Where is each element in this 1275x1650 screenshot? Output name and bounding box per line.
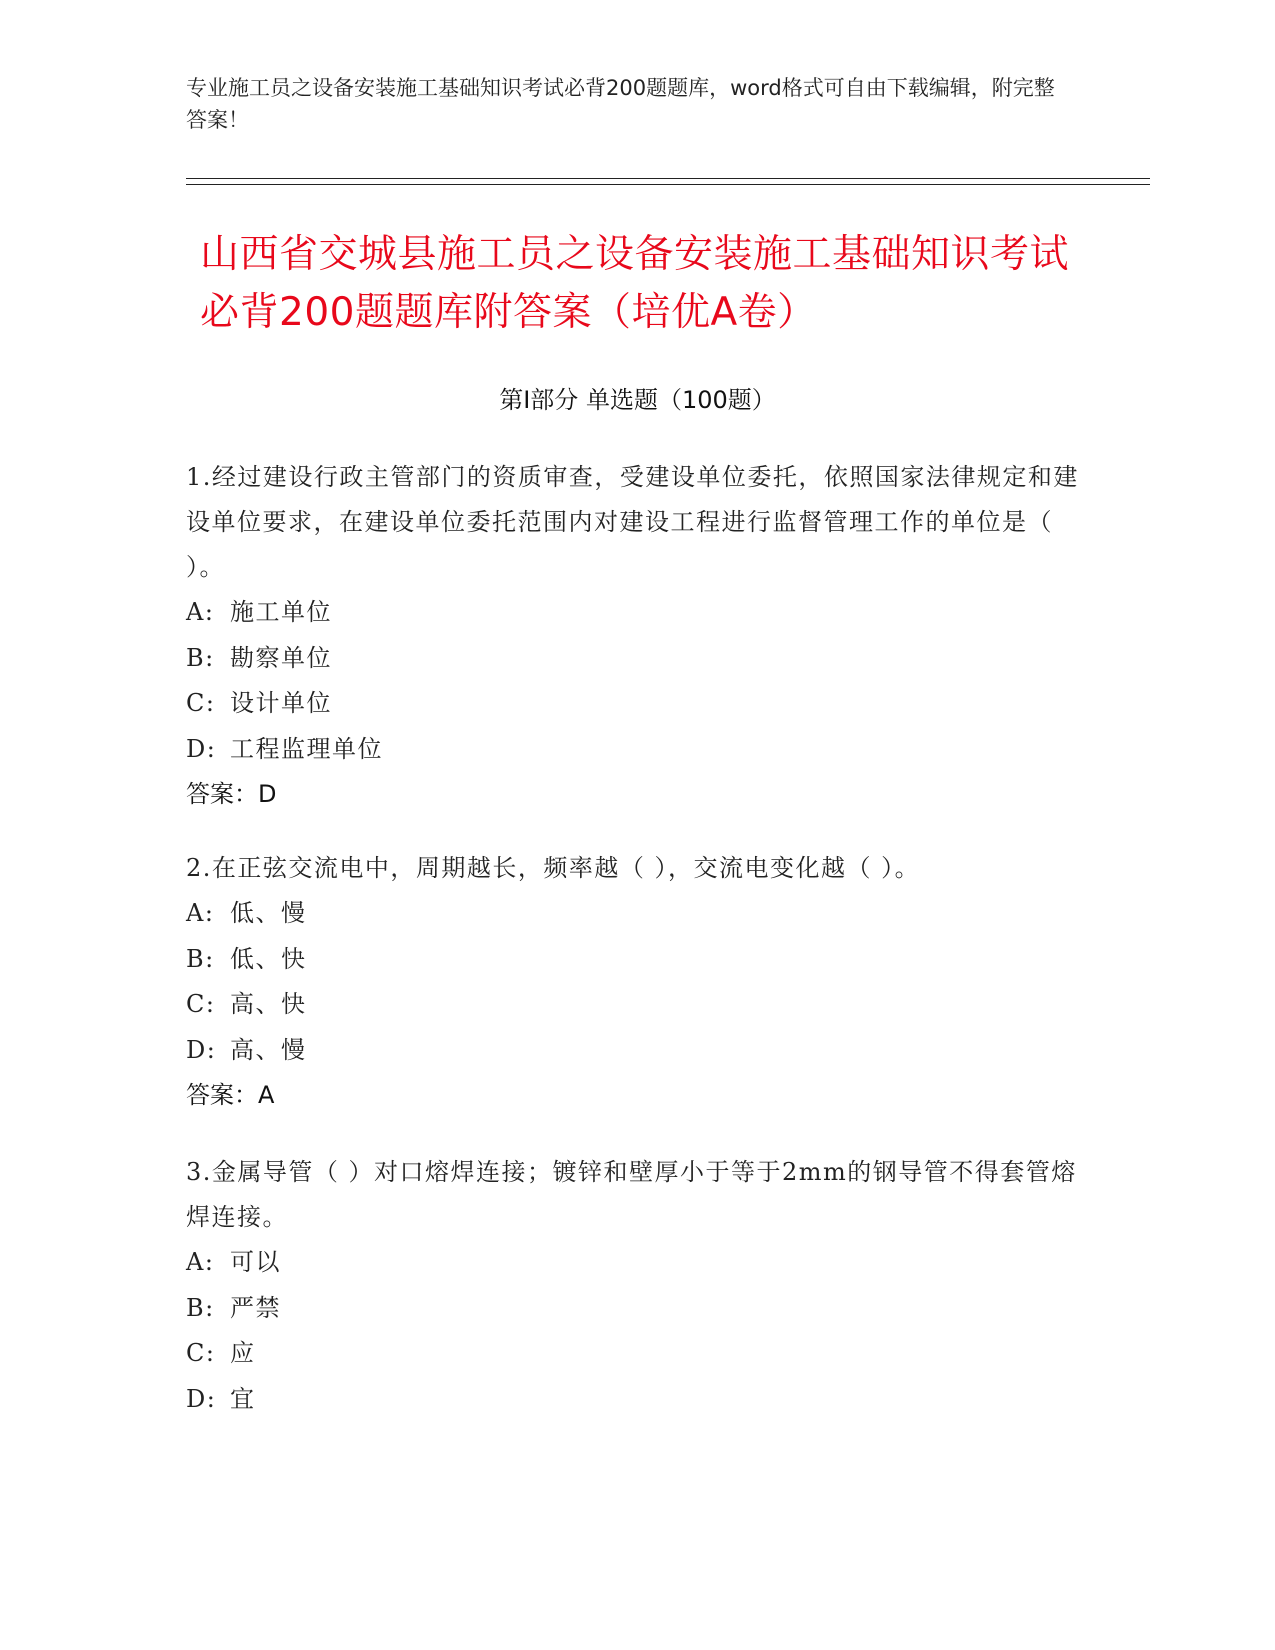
question-stem: 3.金属导管（ ）对口熔焊连接；镀锌和壁厚小于等于2mm的钢导管不得套管熔焊连接。 <box>186 1158 1077 1231</box>
option-letter: B: <box>186 643 215 672</box>
option-text: 工程监理单位 <box>230 734 383 763</box>
question-stem: 2.在正弦交流电中，周期越长，频率越（ ），交流电变化越（ ）。 <box>186 854 921 882</box>
header-note: 专业施工员之设备安装施工基础知识考试必背200题题库，word格式可自由下载编辑，附完整答案！ <box>186 76 1055 132</box>
option-a <box>186 1240 1086 1286</box>
option-letter: C: <box>186 689 216 717</box>
option-letter: A: <box>186 1248 215 1276</box>
option-text: 勘察单位 <box>230 643 332 672</box>
option-text: 高、慢 <box>230 1035 307 1064</box>
option-letter: B: <box>186 944 215 973</box>
answer-line: 答案：A <box>186 1081 275 1109</box>
option-text: 低、慢 <box>230 899 307 927</box>
option-letter: A: <box>186 899 215 927</box>
option-text: 宜 <box>230 1384 256 1413</box>
option-b <box>186 937 1086 983</box>
option-text: 可以 <box>230 1248 281 1276</box>
option-b <box>186 1286 1086 1332</box>
option-c <box>186 681 1086 727</box>
document-title: 山西省交城县施工员之设备安装施工基础知识考试必背200题题库附答案（培优A卷） <box>200 232 1070 335</box>
question-1 <box>186 455 1086 817</box>
option-d <box>186 727 1086 773</box>
option-text: 施工单位 <box>230 598 332 626</box>
header-divider-bottom <box>186 184 1150 185</box>
option-d <box>186 1028 1086 1074</box>
section-heading: 第I部分 单选题（100题） <box>499 386 776 414</box>
question-2 <box>186 846 1086 1118</box>
option-letter: C: <box>186 1339 216 1367</box>
option-letter: D: <box>186 1035 217 1064</box>
option-a <box>186 590 1086 636</box>
option-letter: A: <box>186 598 215 626</box>
option-letter: D: <box>186 1384 217 1413</box>
answer-line: 答案：D <box>186 780 277 808</box>
option-c <box>186 1331 1086 1377</box>
option-text: 严禁 <box>230 1293 281 1322</box>
option-letter: B: <box>186 1293 215 1322</box>
option-text: 应 <box>230 1339 256 1367</box>
option-a <box>186 891 1086 937</box>
option-c <box>186 982 1086 1028</box>
question-stem: 1.经过建设行政主管部门的资质审查，受建设单位委托，依照国家法律规定和建设单位要求，在建设单位委托范围内对建设工程进行监督管理工作的单位是（ ）。 <box>186 463 1079 581</box>
option-d <box>186 1377 1086 1423</box>
option-letter: C: <box>186 990 216 1018</box>
option-text: 低、快 <box>230 944 307 973</box>
option-letter: D: <box>186 734 217 763</box>
option-b <box>186 636 1086 682</box>
question-3 <box>186 1150 1086 1422</box>
option-text: 高、快 <box>230 990 307 1018</box>
header-divider-top <box>186 178 1150 179</box>
option-text: 设计单位 <box>230 689 332 717</box>
